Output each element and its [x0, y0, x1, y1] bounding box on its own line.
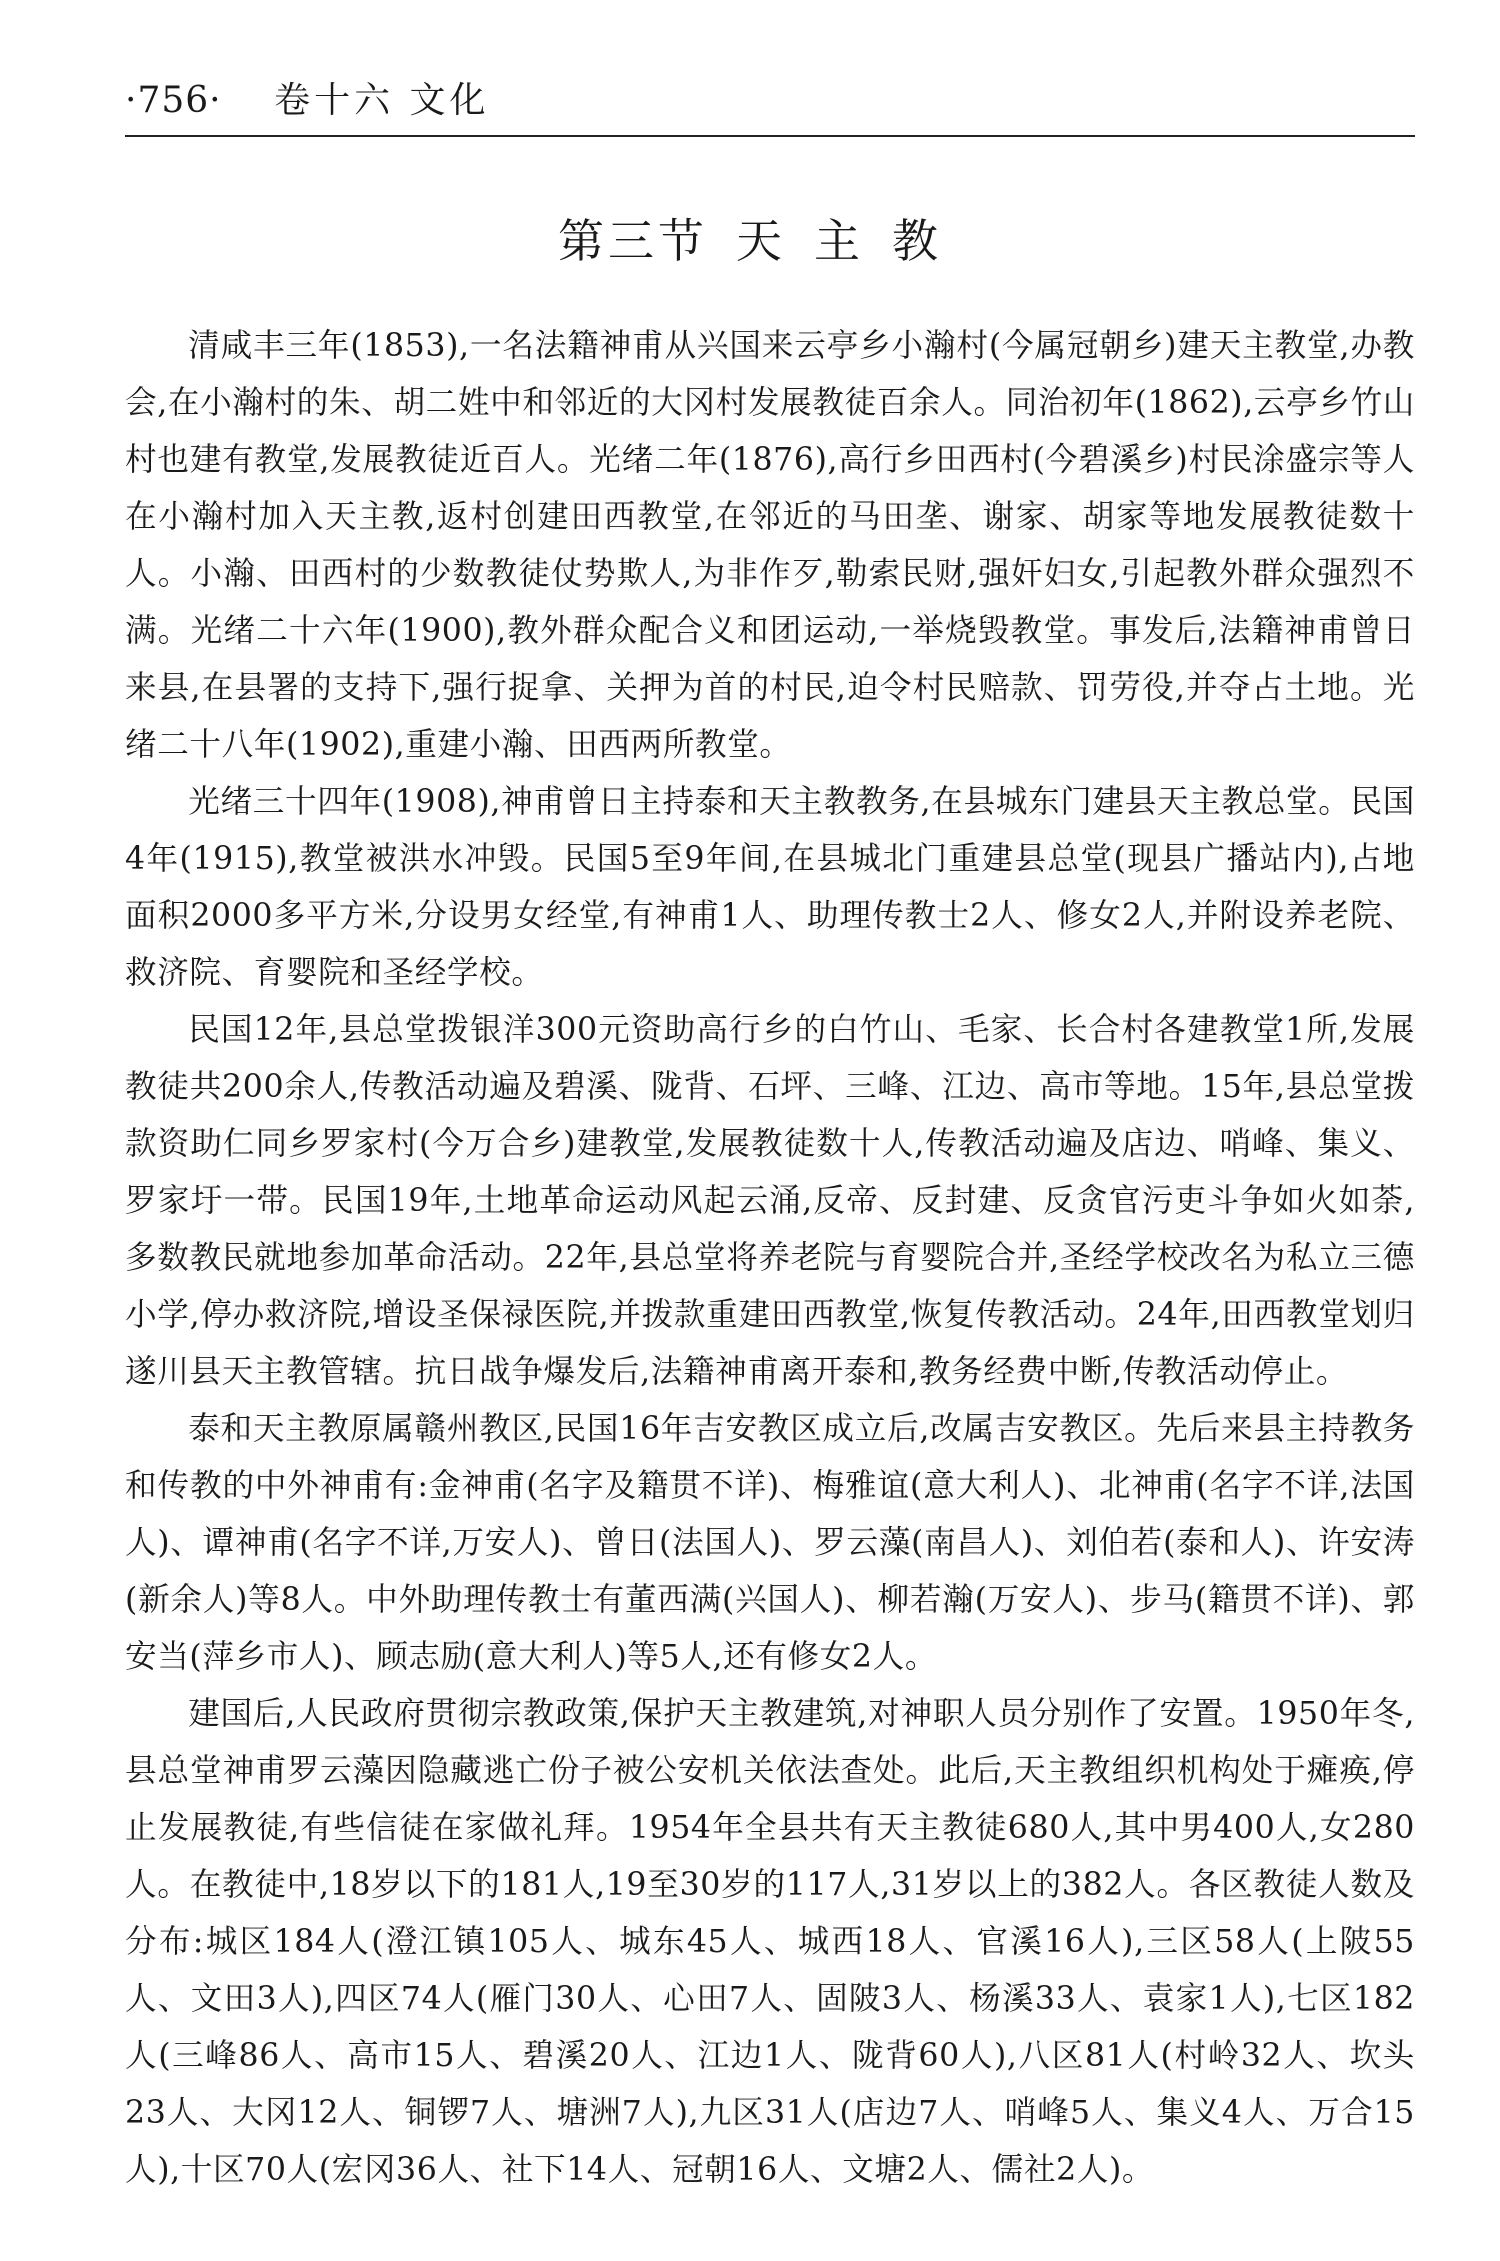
section-title-part: 天	[736, 214, 786, 268]
body-text	[125, 318, 1415, 2199]
page-number: ·756·	[125, 80, 222, 121]
paragraph: 光绪三十四年(1908),神甫曾日主持泰和天主教教务,在县城东门建县天主教总堂。民国4年(1915),教堂被洪水冲毁。民国5至9年间,在县城北门重建县总堂(现县广播站内),占地面积2000多平方米,分设男女经堂,有神甫1人、助理传教士2人、修女2人,并附设养老院、救济院、育婴院和圣经学校。	[125, 784, 1415, 991]
header-rule	[125, 135, 1415, 137]
section-title	[0, 205, 1500, 271]
paragraph: 泰和天主教原属赣州教区,民国16年吉安教区成立后,改属吉安教区。先后来县主持教务和传教的中外神甫有:金神甫(名字及籍贯不详)、梅雅谊(意大利人)、北神甫(名字不详,法国人)、谭神甫(名字不详,万安人)、曾日(法国人)、罗云藻(南昌人)、刘伯若(泰和人)、许安涛(新余人)等8人。中外助理传教士有董西满(兴国人)、柳若瀚(万安人)、步马(籍贯不详)、郭安当(萍乡市人)、顾志励(意大利人)等5人,还有修女2人。	[125, 1411, 1415, 1675]
paragraph: 民国12年,县总堂拨银洋300元资助高行乡的白竹山、毛家、长合村各建教堂1所,发展教徒共200余人,传教活动遍及碧溪、陇背、石坪、三峰、江边、高市等地。15年,县总堂拨款资助仁同乡罗家村(今万合乡)建教堂,发展教徒数十人,传教活动遍及店边、哨峰、集义、罗家圩一带。民国19年,土地革命运动风起云涌,反帝、反封建、反贪官污吏斗争如火如荼,多数教民就地参加革命活动。22年,县总堂将养老院与育婴院合并,圣经学校改名为私立三德小学,停办救济院,增设圣保禄医院,并拨款重建田西教堂,恢复传教活动。24年,田西教堂划归遂川县天主教管辖。抗日战争爆发后,法籍神甫离开泰和,教务经费中断,传教活动停止。	[125, 1012, 1415, 1390]
paragraph: 清咸丰三年(1853),一名法籍神甫从兴国来云亭乡小瀚村(今属冠朝乡)建天主教堂,办教会,在小瀚村的朱、胡二姓中和邻近的大冈村发展教徒百余人。同治初年(1862),云亭乡竹山村也建有教堂,发展教徒近百人。光绪二年(1876),高行乡田西村(今碧溪乡)村民涂盛宗等人在小瀚村加入天主教,返村创建田西教堂,在邻近的马田垄、谢家、胡家等地发展教徒数十人。小瀚、田西村的少数教徒仗势欺人,为非作歹,勒索民财,强奸妇女,引起教外群众强烈不满。光绪二十六年(1900),教外群众配合义和团运动,一举烧毁教堂。事发后,法籍神甫曾日来县,在县署的支持下,强行捉拿、关押为首的村民,迫令村民赔款、罚劳役,并夺占土地。光绪二十八年(1902),重建小瀚、田西两所教堂。	[125, 328, 1415, 763]
chapter-title: 卷十六 文化	[274, 80, 490, 121]
section-title-part: 教	[892, 214, 942, 268]
running-header	[125, 72, 1415, 132]
paragraph: 建国后,人民政府贯彻宗教政策,保护天主教建筑,对神职人员分别作了安置。1950年冬,县总堂神甫罗云藻因隐藏逃亡份子被公安机关依法查处。此后,天主教组织机构处于瘫痪,停止发展教徒,有些信徒在家做礼拜。1954年全县共有天主教徒680人,其中男400人,女280人。在教徒中,18岁以下的181人,19至30岁的117人,31岁以上的382人。各区教徒人数及分布:城区184人(澄江镇105人、城东45人、城西18人、官溪16人),三区58人(上陂55人、文田3人),四区74人(雁门30人、心田7人、固陂3人、杨溪33人、袁家1人),七区182人(三峰86人、高市15人、碧溪20人、江边1人、陇背60人),八区81人(村岭32人、坎头23人、大冈12人、铜锣7人、塘洲7人),九区31人(店边7人、哨峰5人、集义4人、万合15人),十区70人(宏冈36人、社下14人、冠朝16人、文塘2人、儒社2人)。	[125, 1696, 1415, 2188]
section-title-part: 主	[814, 214, 864, 268]
section-title-part: 第三节	[558, 214, 708, 268]
